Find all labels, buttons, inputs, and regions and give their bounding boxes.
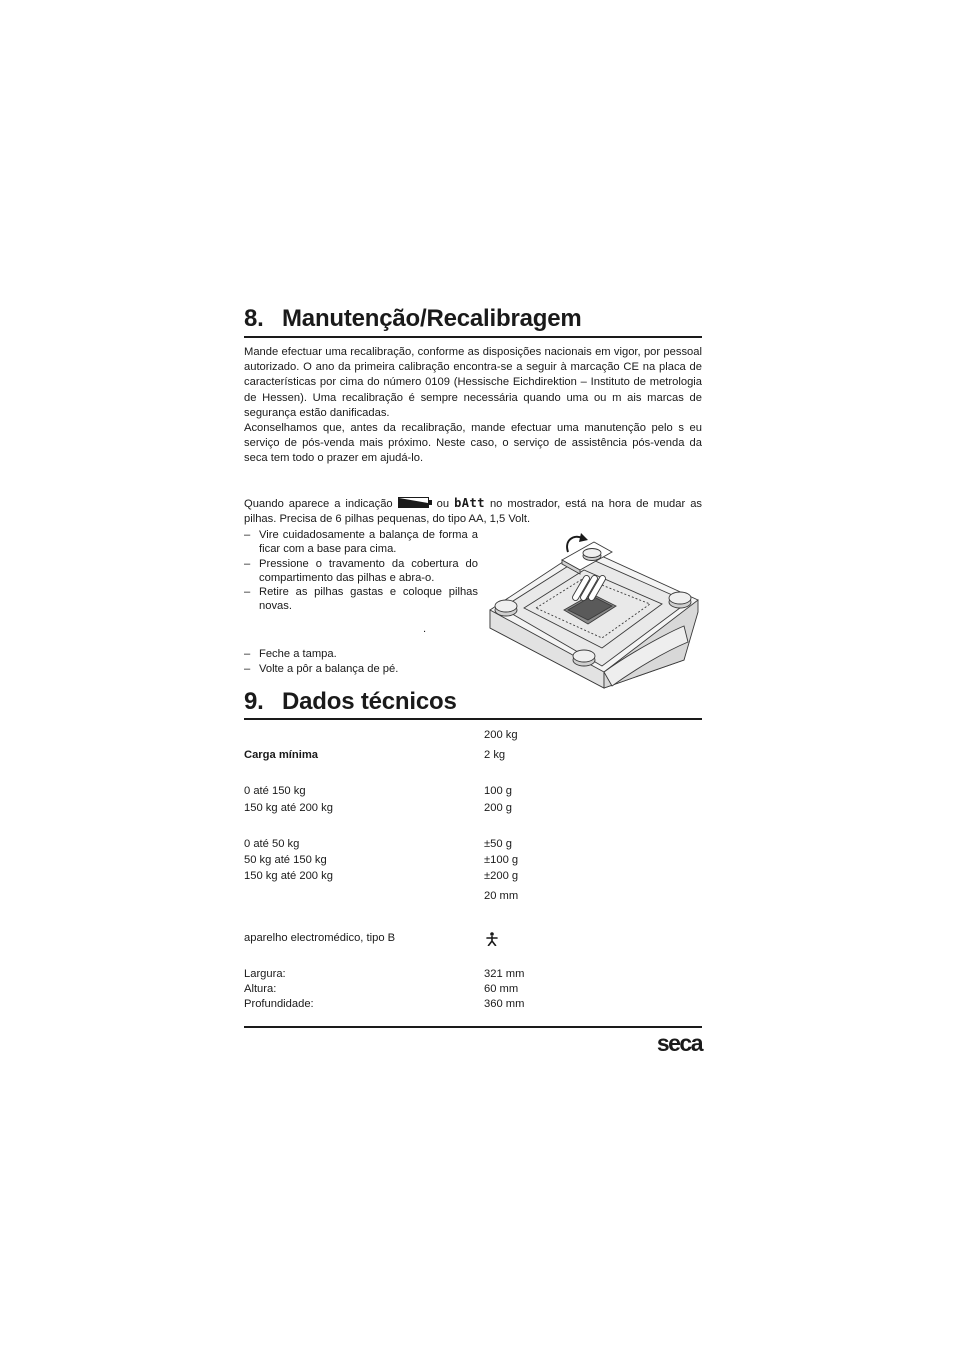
type-b-applied-part-icon	[486, 932, 498, 946]
battery-low-icon	[398, 497, 432, 508]
scale-battery-compartment-illustration	[484, 530, 702, 692]
spec-label: 150 kg até 200 kg	[244, 870, 333, 882]
section-8-title: Manutenção/Recalibragem	[282, 305, 582, 332]
spec-label: 150 kg até 200 kg	[244, 802, 333, 814]
spec-label: Profundidade:	[244, 998, 314, 1010]
spec-label: Largura:	[244, 968, 286, 980]
battery-step: – Vire cuidadosamente a balança de forma a ficar com a base para cima.	[244, 528, 478, 556]
battery-step: – Pressione o travamento da cobertura do compartimento das pilhas e abra-o.	[244, 557, 478, 585]
section-8-body	[244, 345, 702, 467]
battery-steps-list	[244, 528, 478, 614]
seca-logo: seca	[656, 1030, 702, 1056]
stray-dot: .	[423, 623, 427, 635]
spec-value: ±50 g	[484, 838, 512, 850]
battery-intro-before: Quando aparece a indicação	[244, 498, 393, 510]
maintenance-paragraph: Aconselhamos que, antes da recalibração, mande efectuar uma manutenção pelo s eu serviço de pós-venda mais próximo. Neste caso, o serviço de assistência pós-venda da seca tem todo o prazer em ajudá-lo.	[244, 422, 702, 465]
battery-intro-after: no mostrador, está na hora de mudar as pilhas. Precisa de 6 pilhas pequenas, do tipo AA, 1,5 Volt.	[244, 498, 703, 526]
spec-label: 50 kg até 150 kg	[244, 854, 327, 866]
section-8-rule	[244, 336, 702, 338]
spec-value: 60 mm	[484, 983, 519, 995]
spec-value: 200 g	[484, 802, 512, 814]
section-8-heading	[244, 305, 582, 333]
spec-value: 100 g	[484, 785, 512, 797]
batt-lcd-text: bAtt	[454, 496, 485, 510]
spec-label: 0 até 150 kg	[244, 785, 306, 797]
manual-page	[244, 0, 702, 1347]
battery-intro	[244, 496, 702, 527]
footer-rule	[244, 1026, 702, 1028]
spec-value: 200 kg	[484, 729, 518, 741]
section-9-title: Dados técnicos	[282, 688, 457, 715]
spec-label: Carga mínima	[244, 749, 318, 761]
section-8-number: 8.	[244, 305, 264, 332]
section-9-number: 9.	[244, 688, 264, 715]
section-9-heading	[244, 688, 457, 716]
spec-value: 360 mm	[484, 998, 525, 1010]
spec-value: 20 mm	[484, 890, 519, 902]
spec-value: 2 kg	[484, 749, 506, 761]
recalibration-paragraph: Mande efectuar uma recalibração, conforme as disposições nacionais em vigor, por pessoal autorizado. O ano da primeira calibração encontra-se a seguir à marcação CE na placa de características por cima do número 0109 (Hessische Eichdirektion – Instituto de metrologia de Hessen). Uma recalibração é sempre necessária quando uma ou m ais marcas de segurança estão danificadas.	[244, 346, 702, 419]
section-9-rule	[244, 718, 702, 720]
spec-label: 0 até 50 kg	[244, 838, 300, 850]
spec-label: Altura:	[244, 983, 277, 995]
battery-steps-list-2	[244, 647, 478, 676]
spec-value: ±200 g	[484, 870, 519, 882]
spec-value: ±100 g	[484, 854, 519, 866]
spec-value: 321 mm	[484, 968, 525, 980]
battery-step: – Feche a tampa.	[244, 647, 478, 661]
battery-step: – Volte a pôr a balança de pé.	[244, 662, 478, 676]
battery-step: – Retire as pilhas gastas e coloque pilhas novas.	[244, 585, 478, 613]
battery-intro-or: ou	[436, 498, 450, 510]
spec-label: aparelho electromédico, tipo B	[244, 932, 396, 944]
